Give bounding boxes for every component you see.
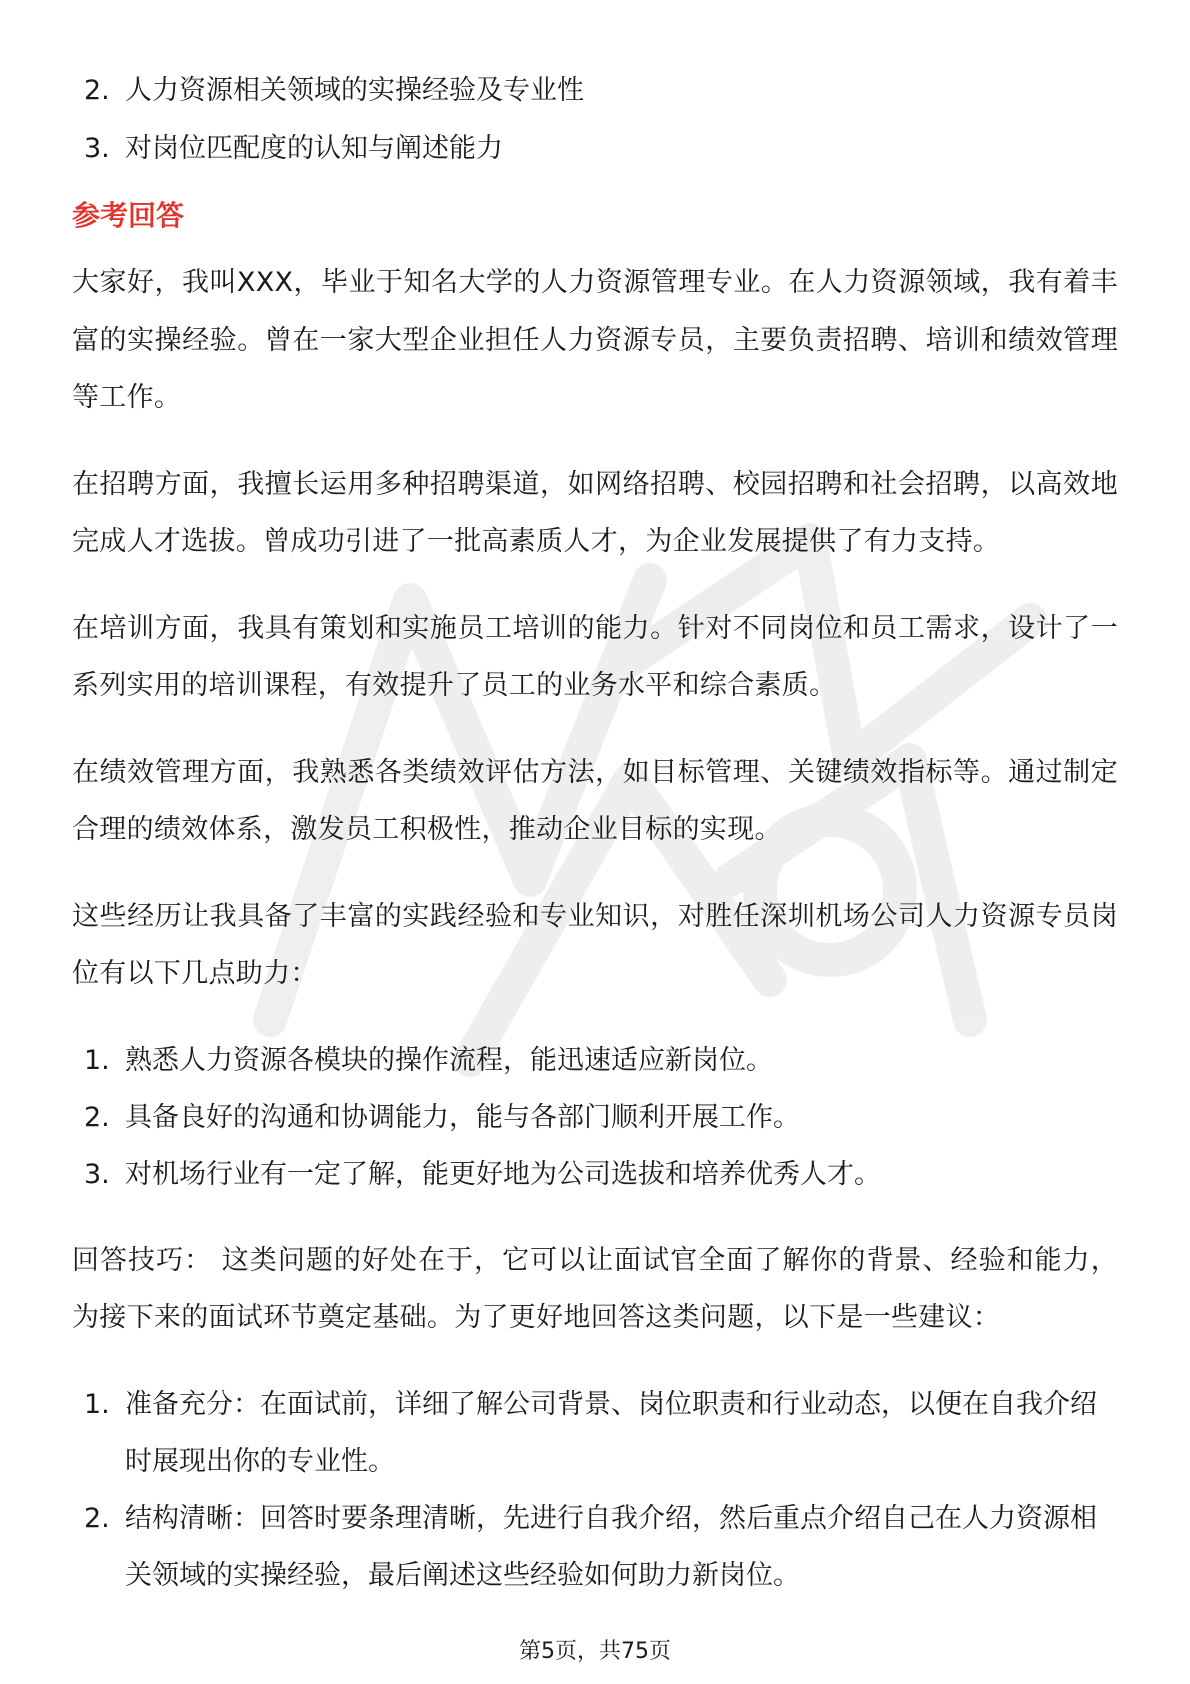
- list-item: [72, 120, 1118, 178]
- paragraph-training: 在培训方面，我具有策划和实施员工培训的能力。针对不同岗位和员工需求，设计了一系列实用的培训课程，有效提升了员工的业务水平和综合素质。: [72, 612, 1118, 701]
- evaluation-points-list: [72, 62, 1118, 178]
- list-item: [72, 1490, 1118, 1604]
- paragraph-performance: 在绩效管理方面，我熟悉各类绩效评估方法，如目标管理、关键绩效指标等。通过制定合理的绩效体系，激发员工积极性，推动企业目标的实现。: [72, 756, 1118, 845]
- list-item-number: 3.: [84, 133, 110, 164]
- list-item-text: 具备良好的沟通和协调能力，能与各部门顺利开展工作。: [125, 1101, 800, 1133]
- list-item: [72, 1089, 1118, 1146]
- paragraph-tips: 回答技巧： 这类问题的好处在于，它可以让面试官全面了解你的背景、经验和能力，为接下来的面试环节奠定基础。为了更好地回答这类问题，以下是一些建议：: [72, 1244, 1118, 1333]
- list-item-number: 1.: [84, 1044, 110, 1076]
- paragraph-intro: 大家好，我叫XXX，毕业于知名大学的人力资源管理专业。在人力资源领域，我有着丰富的实操经验。曾在一家大型企业担任人力资源专员，主要负责招聘、培训和绩效管理等工作。: [72, 267, 1118, 413]
- paragraph-recruitment: 在招聘方面，我擅长运用多种招聘渠道，如网络招聘、校园招聘和社会招聘，以高效地完成人才选拔。曾成功引进了一批高素质人才，为企业发展提供了有力支持。: [72, 468, 1118, 557]
- list-item-number: 2.: [84, 1101, 110, 1133]
- list-item: [72, 1376, 1118, 1490]
- list-item-text: 准备充分：在面试前，详细了解公司背景、岗位职责和行业动态，以便在自我介绍时展现出你的专业性。: [125, 1388, 1097, 1477]
- page-number-footer: 第5页，共75页: [519, 1639, 671, 1664]
- list-item-text: 对岗位匹配度的认知与阐述能力: [125, 133, 503, 164]
- help-points-list: [72, 1032, 1118, 1203]
- paragraph-summary: 这些经历让我具备了丰富的实践经验和专业知识，对胜任深圳机场公司人力资源专员岗位有以下几点助力：: [72, 900, 1118, 989]
- list-item-text: 结构清晰：回答时要条理清晰，先进行自我介绍，然后重点介绍自己在人力资源相关领域的实操经验，最后阐述这些经验如何助力新岗位。: [125, 1502, 1097, 1591]
- list-item-text: 对机场行业有一定了解，能更好地为公司选拔和培养优秀人才。: [125, 1158, 881, 1190]
- list-item-text: 熟悉人力资源各模块的操作流程，能迅速适应新岗位。: [125, 1044, 773, 1076]
- list-item: [72, 1146, 1118, 1203]
- section-heading: 参考回答: [72, 199, 185, 232]
- list-item-number: 2.: [84, 75, 110, 106]
- list-item-text: 人力资源相关领域的实操经验及专业性: [125, 75, 584, 106]
- content-area: [72, 62, 1118, 1604]
- list-item-number: 2.: [84, 1502, 110, 1534]
- list-item: [72, 1032, 1118, 1089]
- list-item: [72, 62, 1118, 120]
- list-item-number: 3.: [84, 1158, 110, 1190]
- tips-list: [72, 1376, 1118, 1604]
- list-item-number: 1.: [84, 1388, 110, 1420]
